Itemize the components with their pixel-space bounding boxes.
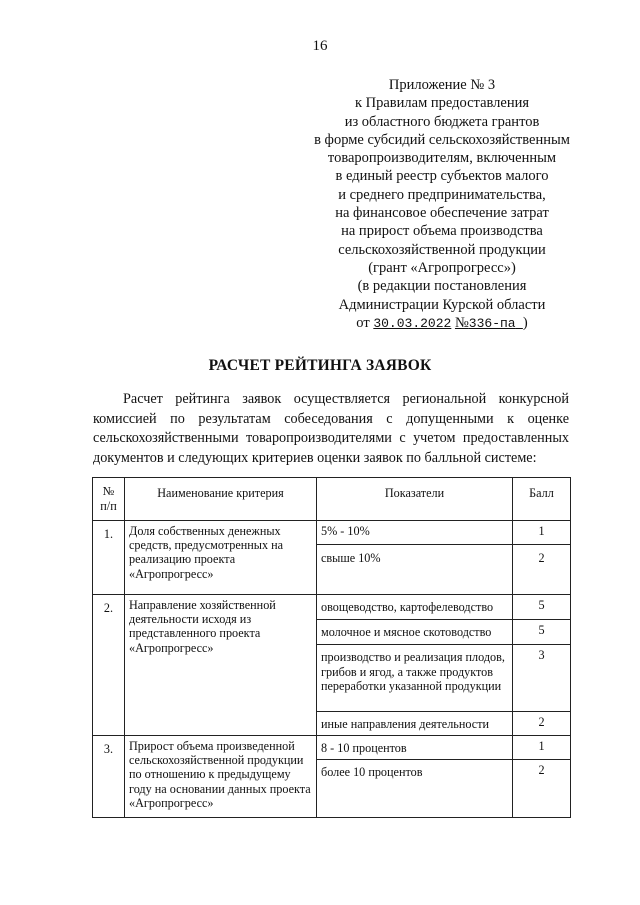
header-indicators: Показатели (317, 478, 513, 521)
score: 2 (513, 760, 571, 818)
score: 3 (513, 645, 571, 712)
appendix-line: Приложение № 3 (388, 77, 496, 93)
appendix-line: в форме субсидий сельскохозяйственным (314, 131, 570, 148)
appendix-line: товаропроизводителям, включенным (327, 150, 557, 167)
header-score: Балл (513, 478, 571, 521)
appendix-line: в единый реестр субъектов малого (335, 168, 549, 185)
indicator: свыше 10% (317, 545, 513, 595)
appendix-line: сельскохозяйственной продукции (338, 241, 546, 258)
indicator: овощеводство, картофелеводство (317, 595, 513, 620)
table-row (93, 595, 571, 620)
criterion-name: Доля собственных денежных средств, предусмотренных на реализацию проекта «Агропрогресс» (125, 521, 317, 595)
score: 2 (513, 712, 571, 736)
score: 2 (513, 545, 571, 595)
row-number: 3. (93, 736, 125, 818)
appendix-line: и среднего предпринимательства, (338, 186, 546, 203)
amendment-number: 336-па (468, 315, 516, 331)
score: 5 (513, 620, 571, 645)
indicator: производство и реализация плодов, грибов и ягод, а также продуктов переработки указанной продукции (317, 645, 513, 712)
appendix-header (300, 76, 584, 333)
criterion-name: Направление хозяйственной деятельности исходя из представленного проекта «Агропрогресс» (125, 595, 317, 736)
indicator: 5% - 10% (317, 521, 513, 545)
indicator: молочное и мясное скотоводство (317, 620, 513, 645)
amendment-date: 30.03.2022 (373, 315, 452, 331)
row-number: 2. (93, 595, 125, 736)
score: 1 (513, 521, 571, 545)
closing-paren: ) (522, 314, 528, 331)
appendix-line: (грант «Агропрогресс») (368, 259, 516, 276)
page-number: 16 (312, 38, 328, 54)
appendix-line: Администрации Курской области (338, 296, 546, 313)
criteria-table (92, 477, 571, 818)
indicator: 8 - 10 процентов (317, 736, 513, 760)
header-num: № п/п (93, 478, 125, 521)
appendix-line: из областного бюджета грантов (344, 113, 540, 130)
appendix-line: (в редакции постановления (357, 278, 527, 295)
table-header-row (93, 478, 571, 521)
appendix-line: на финансовое обеспечение затрат (335, 205, 549, 222)
document-title: РАСЧЕТ РЕЙТИНГА ЗАЯВОК (208, 357, 432, 374)
score: 1 (513, 736, 571, 760)
score: 5 (513, 595, 571, 620)
indicator: иные направления деятельности (317, 712, 513, 736)
criterion-name: Прирост объема произведенной сельскохозяйственной продукции по отношению к предыдущему году на основании данных проекта «Агропрогресс» (125, 736, 317, 818)
row-number: 1. (93, 521, 125, 595)
intro-paragraph: Расчет рейтинга заявок осуществляется региональной конкурсной комиссией по результатам собеседования с допущенными к оценке сельскохозяйственными товаропроизводителями с учетом предоставленных документов и следующих критериев оценки заявок по балльной системе: (93, 391, 569, 466)
table-row (93, 521, 571, 545)
indicator: более 10 процентов (317, 760, 513, 818)
number-sign: № (454, 314, 469, 331)
appendix-line: к Правилам предоставления (354, 95, 530, 112)
table-row (93, 736, 571, 760)
appendix-line: на прирост объема производства (341, 223, 543, 240)
header-criterion: Наименование критерия (125, 478, 317, 521)
amendment-date-line (300, 314, 584, 333)
date-prefix: от (356, 314, 370, 331)
